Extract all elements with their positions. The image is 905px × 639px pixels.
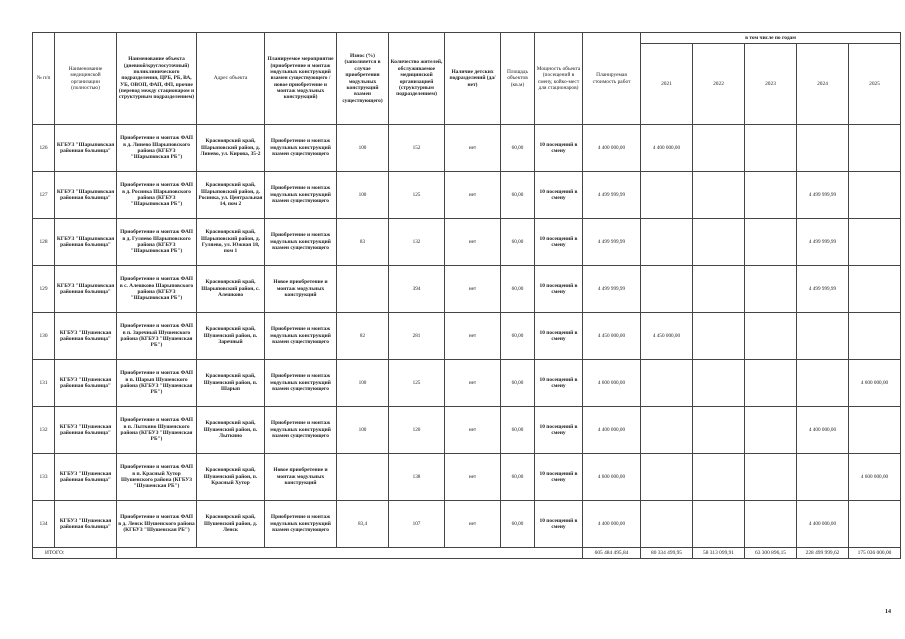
row-2022 [693,266,745,313]
row-2025 [849,501,901,548]
row-object: Приобретение и монтаж ФАП в п. Заречный Шушенского района (КГБУЗ "Шушенская РБ") [117,313,197,360]
table-row [33,125,901,172]
col-header-year-2025: 2025 [849,44,901,125]
row-2024 [797,360,849,407]
row-residents: 107 [389,501,445,548]
row-measure: Приобретение и монтаж модульных конструкций взамен существующего [265,501,337,548]
row-area: 60,00 [501,313,535,360]
row-measure: Новое приобретение и монтаж модульных конструкций [265,454,337,501]
row-capacity: 10 посещений в смену [535,266,583,313]
table-row [33,172,901,219]
col-header-residents: Количество жителей, обслуживаемое медицинской организацией (структурным подразделением) [389,33,445,125]
row-residents: 132 [389,219,445,266]
row-org: КГБУЗ "Шарыповская районная больница" [55,125,117,172]
col-header-measure: Планируемое мероприятие (приобретение и монтаж модульных конструкций взамен существующего / новое приобретение и монтаж модульных конструкций) [265,33,337,125]
row-area: 60,00 [501,219,535,266]
row-wear: 100 [337,360,389,407]
row-2021: 4 450 000,00 [641,313,693,360]
row-measure: Новое приобретение и монтаж модульных конструкций [265,266,337,313]
row-children: нет [445,454,501,501]
row-capacity: 10 посещений в смену [535,360,583,407]
table-body [33,125,901,548]
row-residents: 281 [389,313,445,360]
row-org: КГБУЗ "Шарыповская районная больница" [55,219,117,266]
row-measure: Приобретение и монтаж модульных конструкций взамен существующего [265,125,337,172]
row-2024: 4 400 000,00 [797,407,849,454]
row-wear: 82 [337,313,389,360]
row-residents: 125 [389,360,445,407]
row-2025: 4 600 000,00 [849,360,901,407]
table-row [33,454,901,501]
row-residents: 394 [389,266,445,313]
row-2025 [849,313,901,360]
row-cost: 4 600 000,00 [583,360,641,407]
row-2021 [641,219,693,266]
row-children: нет [445,360,501,407]
row-capacity: 10 посещений в смену [535,125,583,172]
row-2023 [745,454,797,501]
row-wear: 83,4 [337,501,389,548]
totals-row [33,548,901,559]
investment-table [32,32,901,559]
row-cost: 4 400 000,00 [583,125,641,172]
row-2022 [693,407,745,454]
row-address: Красноярский край, Шушенский район, п. Лыткино [197,407,265,454]
row-address: Красноярский край, Шушенский район, п. Шарып [197,360,265,407]
totals-2022: 58 313 099,91 [693,548,745,559]
row-number: 126 [33,125,55,172]
row-cost: 4 450 000,00 [583,313,641,360]
row-children: нет [445,172,501,219]
row-address: Красноярский край, Шарыповский район, с. Алешково [197,266,265,313]
row-address: Красноярский край, Шушенский район, д. Ленск [197,501,265,548]
row-2023 [745,501,797,548]
row-2021 [641,407,693,454]
col-header-year-2023: 2023 [745,44,797,125]
row-capacity: 10 посещений в смену [535,219,583,266]
table-row [33,219,901,266]
row-number: 132 [33,407,55,454]
row-capacity: 10 посещений в смену [535,454,583,501]
row-2022 [693,125,745,172]
row-number: 127 [33,172,55,219]
row-capacity: 10 посещений в смену [535,407,583,454]
row-2021 [641,266,693,313]
totals-2025: 175 036 000,00 [849,548,901,559]
row-address: Красноярский край, Шарыповский район, д. Линево, ул. Кирова, 35-2 [197,125,265,172]
row-area: 60,00 [501,407,535,454]
row-cost: 4 600 000,00 [583,454,641,501]
row-2025 [849,125,901,172]
col-header-by-years: в том числе по годам [641,33,901,44]
row-children: нет [445,219,501,266]
row-2025 [849,266,901,313]
col-header-children: Наличие детских подразделений (да/нет) [445,33,501,125]
col-header-year-2021: 2021 [641,44,693,125]
row-2024: 4 499 999,99 [797,172,849,219]
row-area: 60,00 [501,172,535,219]
row-children: нет [445,266,501,313]
row-capacity: 10 посещений в смену [535,501,583,548]
row-2024: 4 400 000,00 [797,501,849,548]
row-area: 60,00 [501,501,535,548]
row-2021 [641,360,693,407]
totals-label: ИТОГО: [33,548,117,559]
row-cost: 4 400 000,00 [583,501,641,548]
row-residents: 120 [389,407,445,454]
row-2025: 4 600 000,00 [849,454,901,501]
row-cost: 4 400 000,00 [583,407,641,454]
row-number: 129 [33,266,55,313]
row-wear: 100 [337,125,389,172]
row-2023 [745,360,797,407]
row-number: 128 [33,219,55,266]
row-wear: 100 [337,407,389,454]
col-header-wear: Износ (%) (заполняется в случае приобретения модульных конструкций взамен существующего) [337,33,389,125]
row-wear [337,266,389,313]
row-measure: Приобретение и монтаж модульных конструкций взамен существующего [265,219,337,266]
row-capacity: 10 посещений в смену [535,313,583,360]
row-2023 [745,125,797,172]
row-wear: 83 [337,219,389,266]
row-address: Красноярский край, Шушенский район, п. Заречный [197,313,265,360]
col-header-org: Наименование медицинской организации (полностью) [55,33,117,125]
row-2021 [641,454,693,501]
row-area: 60,00 [501,360,535,407]
row-org: КГБУЗ "Шарыповская районная больница" [55,172,117,219]
row-number: 130 [33,313,55,360]
row-2024 [797,313,849,360]
col-header-year-2024: 2024 [797,44,849,125]
row-cost: 4 499 999,99 [583,172,641,219]
col-header-year-2022: 2022 [693,44,745,125]
totals-cost: 605 484 495,84 [583,548,641,559]
row-area: 60,00 [501,266,535,313]
row-2022 [693,172,745,219]
table-row [33,360,901,407]
row-residents: 125 [389,172,445,219]
row-2022 [693,219,745,266]
row-address: Красноярский край, Шарыповский район, д. Росинка, ул. Центральная 14, пом 2 [197,172,265,219]
totals-2021: 80 334 499,95 [641,548,693,559]
row-2022 [693,454,745,501]
row-children: нет [445,313,501,360]
row-2021 [641,501,693,548]
row-2023 [745,407,797,454]
row-residents: 138 [389,454,445,501]
row-object: Приобретение и монтаж ФАП в п. Красный Хутор Шушенского района (КГБУЗ "Шушенская РБ") [117,454,197,501]
row-measure: Приобретение и монтаж модульных конструкций взамен существующего [265,172,337,219]
col-header-cost: Планируемая стоимость работ [583,33,641,125]
row-2024 [797,454,849,501]
row-org: КГБУЗ "Шушенская районная больница" [55,313,117,360]
row-number: 133 [33,454,55,501]
row-2022 [693,501,745,548]
row-children: нет [445,125,501,172]
row-area: 60,00 [501,454,535,501]
row-org: КГБУЗ "Шушенская районная больница" [55,407,117,454]
row-children: нет [445,407,501,454]
row-2025 [849,407,901,454]
col-header-num: № п/п [33,33,55,125]
table-row [33,501,901,548]
col-header-object: Наименование объекта (дневной/круглосуточный) поликлинического подразделения, ЦРБ, РБ, ВА, УБ, ОВОП, ФАП, ФП, прочие (перевод между стационаром и структурным подразделением) [117,33,197,125]
row-2025 [849,219,901,266]
row-2021 [641,172,693,219]
table-row [33,407,901,454]
table-row [33,266,901,313]
row-cost: 4 499 999,99 [583,219,641,266]
row-address: Красноярский край, Шушенский район, п. Красный Хутор [197,454,265,501]
row-object: Приобретение и монтаж ФАП в д. Росинка Шарыповского района (КГБУЗ "Шарыповская РБ") [117,172,197,219]
row-2024: 4 499 999,99 [797,219,849,266]
row-org: КГБУЗ "Шушенская районная больница" [55,454,117,501]
row-measure: Приобретение и монтаж модульных конструкций взамен существующего [265,313,337,360]
col-header-area: Площадь объектов (кв.м) [501,33,535,125]
row-number: 134 [33,501,55,548]
row-object: Приобретение и монтаж ФАП в п. Лыткино Шушенского района (КГБУЗ "Шушенская РБ") [117,407,197,454]
row-2024: 4 499 999,99 [797,266,849,313]
totals-2023: 63 300 896,15 [745,548,797,559]
page-number: 14 [885,609,891,615]
row-number: 131 [33,360,55,407]
row-2023 [745,313,797,360]
row-org: КГБУЗ "Шушенская районная больница" [55,360,117,407]
row-2021: 4 400 000,00 [641,125,693,172]
col-header-capacity: Мощность объекта (посещений в смену, койко-мест для стационаров) [535,33,583,125]
row-address: Красноярский край, Шарыповский район, д. Гуляево, ул. Южная 18, пом 1 [197,219,265,266]
row-object: Приобретение и монтаж ФАП в д. Линево Шарыповского района (КГБУЗ "Шарыповская РБ") [117,125,197,172]
col-header-address: Адрес объекта [197,33,265,125]
row-wear [337,454,389,501]
row-capacity: 10 посещений в смену [535,172,583,219]
row-2023 [745,266,797,313]
table-row [33,313,901,360]
row-2022 [693,313,745,360]
row-residents: 152 [389,125,445,172]
row-2025 [849,172,901,219]
row-object: Приобретение и монтаж ФАП в д. Гуляево Шарыповского района (КГБУЗ "Шарыповская РБ") [117,219,197,266]
totals-2024: 228 499 999,62 [797,548,849,559]
row-2024 [797,125,849,172]
row-2023 [745,219,797,266]
row-cost: 4 499 999,99 [583,266,641,313]
row-2023 [745,172,797,219]
row-2022 [693,360,745,407]
row-children: нет [445,501,501,548]
row-measure: Приобретение и монтаж модульных конструкций взамен существующего [265,407,337,454]
row-object: Приобретение и монтаж ФАП в п. Шарып Шушенского района (КГБУЗ "Шушенская РБ") [117,360,197,407]
row-org: КГБУЗ "Шарыповская районная больница" [55,266,117,313]
row-org: КГБУЗ "Шушенская районная больница" [55,501,117,548]
row-object: Приобретение и монтаж ФАП в с. Алешково Шарыповского района (КГБУЗ "Шарыповская РБ") [117,266,197,313]
row-area: 60,00 [501,125,535,172]
row-object: Приобретение и монтаж ФАП в д. Ленск Шушенского района (КГБУЗ "Шушенская РБ") [117,501,197,548]
row-wear: 100 [337,172,389,219]
row-measure: Приобретение и монтаж модульных конструкций взамен существующего [265,360,337,407]
